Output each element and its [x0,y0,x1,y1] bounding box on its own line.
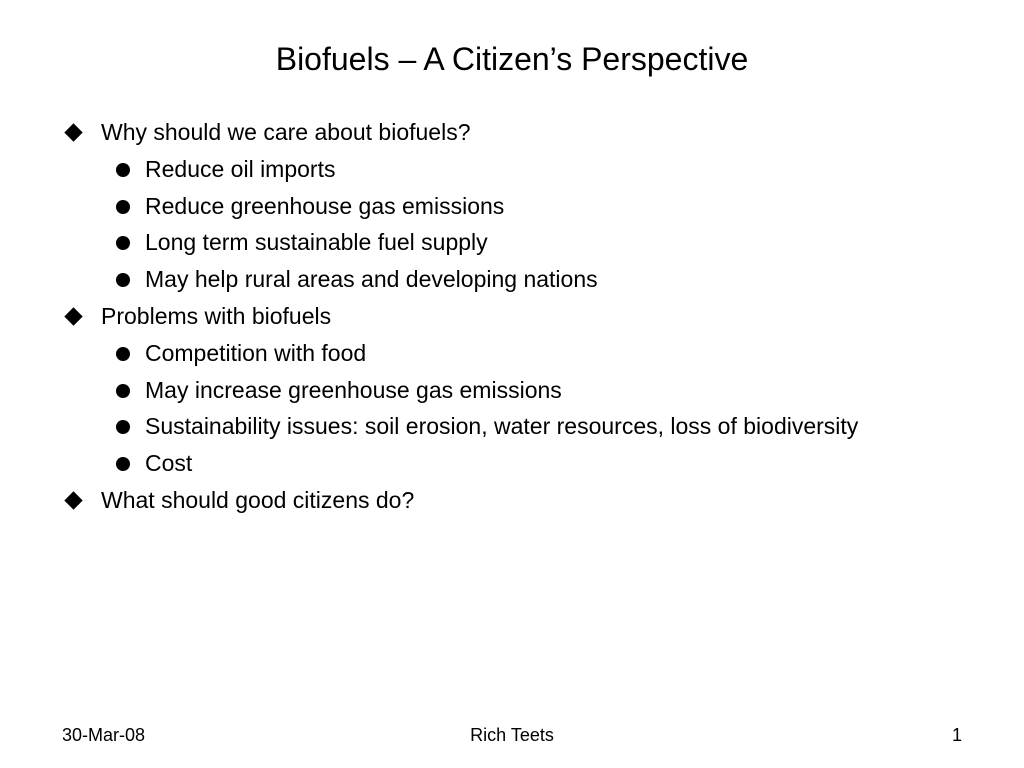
sub-bullet-text: Reduce greenhouse gas emissions [145,192,505,219]
sub-bullet-text: Competition with food [145,339,367,366]
sub-bullet-item [0,408,1000,445]
round-bullet-icon [116,457,130,471]
round-bullet-icon [116,163,130,177]
sub-bullet-item [0,151,1000,188]
sub-bullet-item [0,335,1000,372]
diamond-bullet-icon [64,123,82,141]
round-bullet-icon [116,200,130,214]
footer-date: 30-Mar-08 [62,725,146,745]
bullet-list [0,114,1000,519]
round-bullet-icon [116,384,130,398]
diamond-bullet-icon [64,491,82,509]
footer-author: Rich Teets [470,725,554,745]
sub-bullet-text: May increase greenhouse gas emissions [145,376,562,403]
footer-page-number: 1 [951,725,962,745]
sub-bullet-item [0,445,1000,482]
bullet-item [0,114,1000,151]
round-bullet-icon [116,420,130,434]
bullet-text: What should good citizens do? [101,486,415,513]
sub-bullet-item [0,188,1000,225]
bullet-item [0,298,1000,335]
sub-bullet-text: Reduce oil imports [145,155,336,182]
sub-bullet-text: Long term sustainable fuel supply [145,229,488,256]
diamond-bullet-icon [64,307,82,325]
bullet-item [0,482,1000,519]
sub-bullet-text: Cost [145,450,193,477]
sub-bullet-item [0,372,1000,409]
sub-bullet-item [0,224,1000,261]
sub-bullet-item [0,261,1000,298]
round-bullet-icon [116,347,130,361]
slide-title: Biofuels – A Citizen’s Perspective [275,41,749,77]
sub-bullet-text: May help rural areas and developing nations [145,266,598,293]
bullet-text: Why should we care about biofuels? [101,119,471,145]
bullet-text: Problems with biofuels [101,302,332,329]
round-bullet-icon [116,273,130,287]
round-bullet-icon [116,236,130,250]
sub-bullet-text: Sustainability issues: soil erosion, water resources, loss of biodiversity [145,413,859,440]
